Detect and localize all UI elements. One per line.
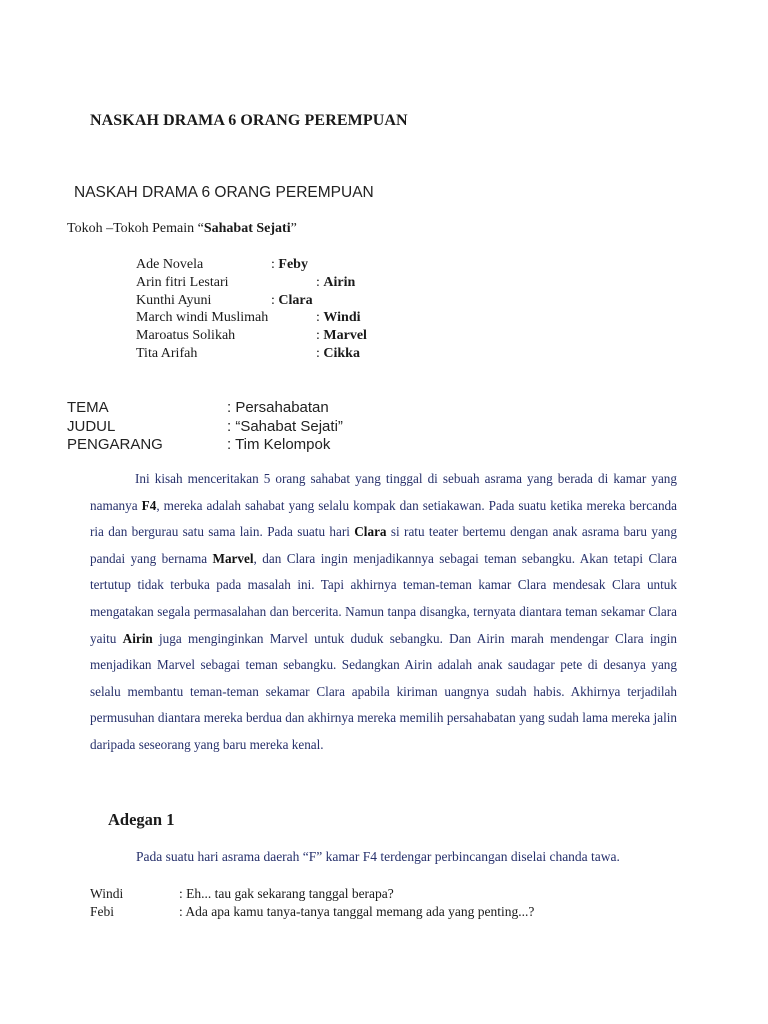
role-name: : Windi — [316, 310, 361, 325]
role-name: : Feby — [271, 257, 308, 272]
role-name: : Cikka — [316, 346, 360, 361]
bold-term: F4 — [141, 497, 157, 513]
scene-heading: Adegan 1 — [108, 810, 175, 829]
cast-heading — [67, 221, 297, 237]
speaker-name: Febi — [90, 904, 115, 919]
synopsis-paragraph: Ini kisah menceritakan 5 orang sahabat yang tinggal di sebuah asrama yang berada di kamar yang namanya F4, mereka adalah sahabat yang selalu kompak dan setiakawan. Pada suatu ketika mereka bercanda ria dan bergurau satu sama lain. Pada suatu hari Clara si ratu teater bertemu dengan anak asrama baru yang pandai yang bernama Marvel, dan Clara ingin menjadikannya sebagai teman sebangku. Akan tetapi Clara tertutup tidak terbuka pada masalah ini. Tapi akhirnya teman-teman kamar Clara mendesak Clara untuk mengatakan segala permasalahan dan bercerita. Namun tanpa disangka, ternyata diantara teman sekamar Clara yaitu Airin juga menginginkan Marvel untuk duduk sebangku. Dan Airin marah mendengar Clara ingin menjadikan Marvel sebagai teman sebangku. Sedangkan Airin adalah anak saudagar pete di desanya yang selalu membantu teman-teman sekamar Clara apabila kiriman uangnya sudah habis. Akhirnya terjadilah permusuhan diantara mereka berdua dan akhirnya mereka memilih persahabatan yang sudah lama mereka jalin daripada seseorang yang baru mereka kenal. — [90, 471, 677, 752]
meta-key: JUDUL — [67, 418, 116, 435]
meta-key: PENGARANG — [67, 436, 163, 453]
meta-value: : Tim Kelompok — [227, 436, 331, 453]
role-name: : Marvel — [316, 328, 367, 343]
document-subtitle: NASKAH DRAMA 6 ORANG PEREMPUAN — [74, 184, 374, 201]
actor-name: Ade Novela — [136, 257, 204, 272]
role-name: : Airin — [316, 275, 356, 290]
bold-term: Airin — [122, 630, 153, 646]
dialogue-text: : Ada apa kamu tanya-tanya tanggal memang ada yang penting...? — [179, 904, 535, 919]
meta-value: : Persahabatan — [227, 399, 329, 416]
actor-name: March windi Muslimah — [136, 310, 269, 325]
actor-name: Maroatus Solikah — [136, 328, 236, 343]
dialogue-text: : Eh... tau gak sekarang tanggal berapa? — [179, 886, 394, 901]
actor-name: Kunthi Ayuni — [136, 293, 212, 308]
play-name: Sahabat Sejati — [203, 221, 291, 236]
bold-term: Clara — [354, 524, 387, 540]
cast-heading-prefix: Tokoh –Tokoh Pemain “ — [67, 221, 204, 236]
meta-value: : “Sahabat Sejati” — [227, 418, 343, 435]
actor-name: Tita Arifah — [136, 346, 198, 361]
cast-heading-suffix: ” — [290, 221, 297, 236]
stage-direction: Pada suatu hari asrama daerah “F” kamar F4 terdengar perbincangan diselai chanda tawa. — [136, 849, 620, 864]
meta-key: TEMA — [67, 399, 109, 416]
role-name: : Clara — [271, 293, 313, 308]
actor-name: Arin fitri Lestari — [136, 275, 229, 290]
document-title: NASKAH DRAMA 6 ORANG PEREMPUAN — [90, 112, 408, 129]
bold-term: Marvel — [212, 550, 254, 566]
speaker-name: Windi — [90, 886, 124, 901]
